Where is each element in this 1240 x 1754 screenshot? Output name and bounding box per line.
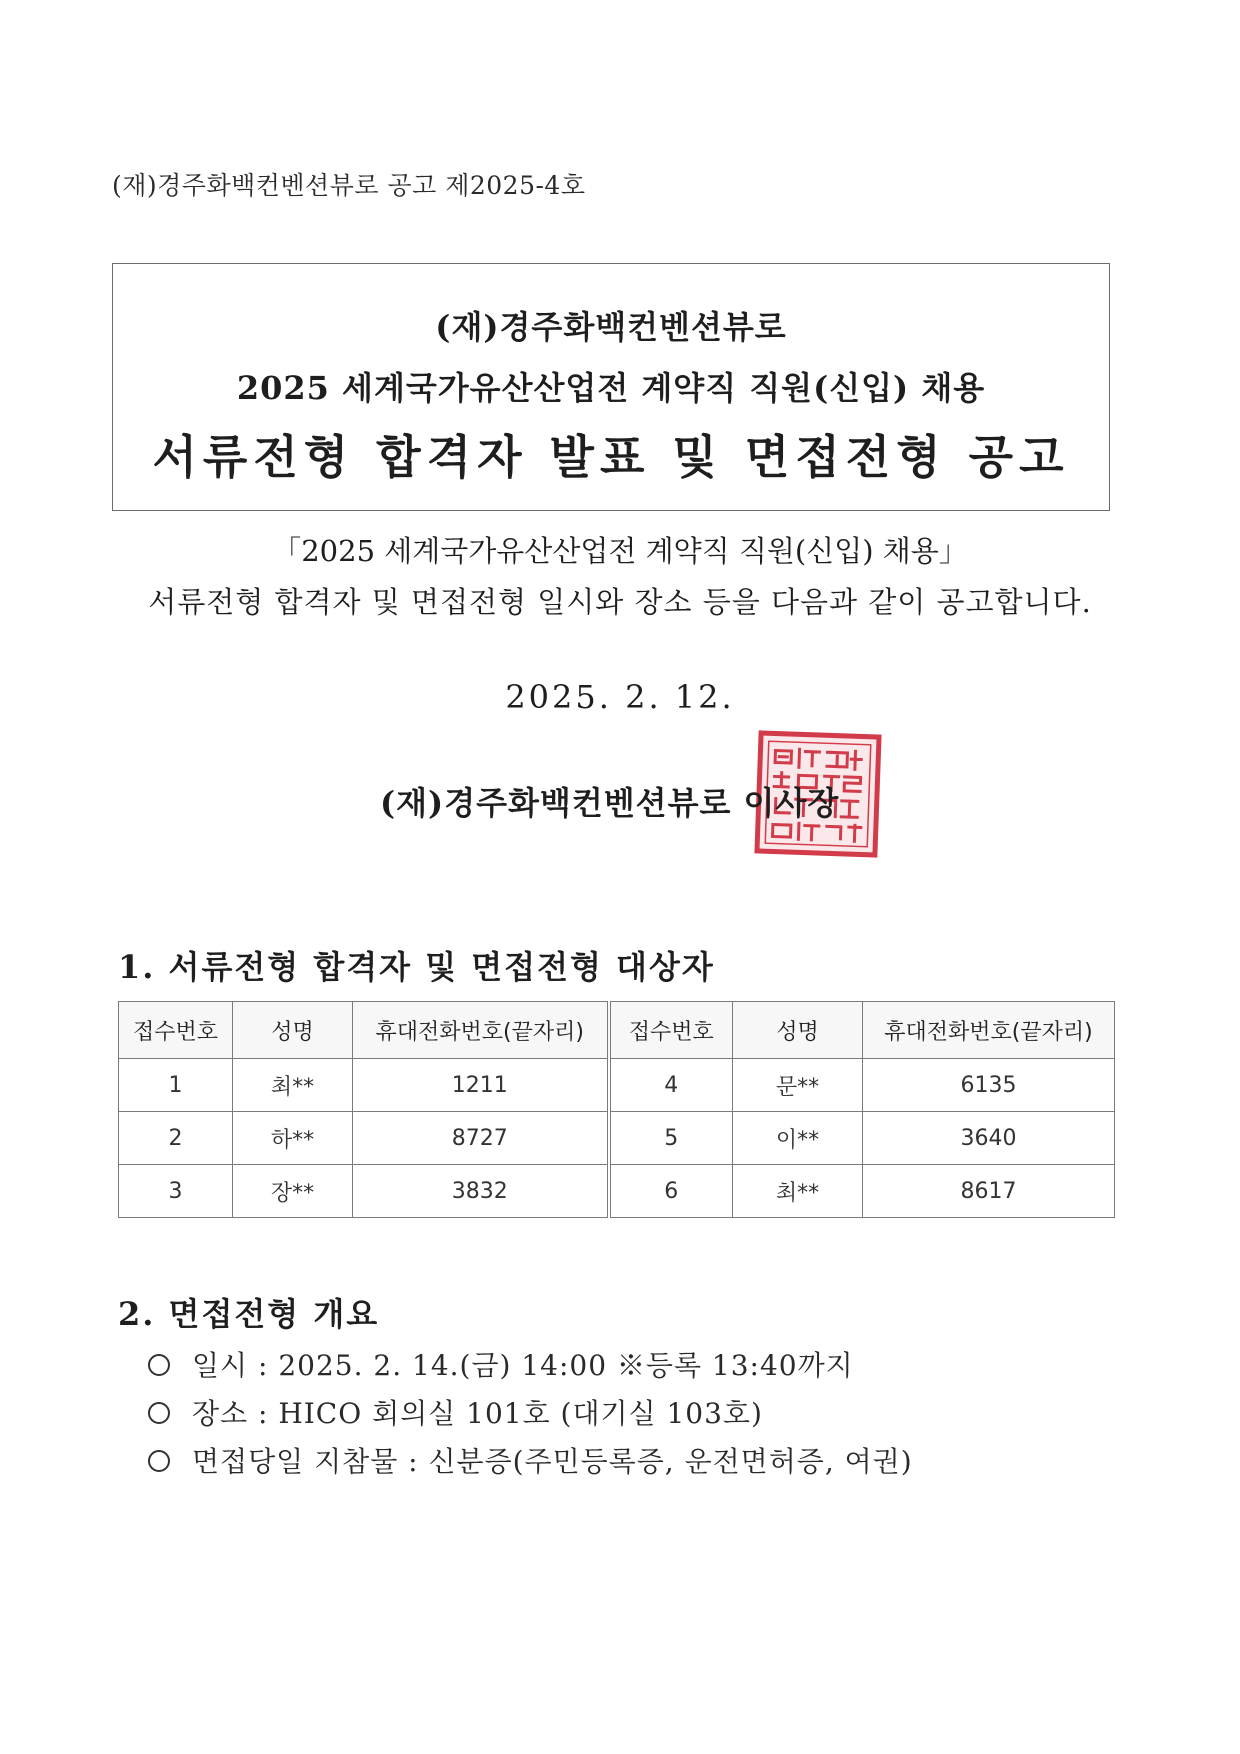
intro-line-1: 「2025 세계국가유산산업전 계약직 직원(신입) 채용」 (272, 534, 968, 568)
table-row (119, 1112, 1115, 1165)
announcement-date: 2025. 2. 12. (505, 678, 735, 716)
interview-overview-list (148, 1342, 913, 1486)
header-phone: 휴대전화번호(끝자리) (353, 1002, 609, 1059)
title-subtitle: 2025 세계국가유산산업전 계약직 직원(신입) 채용 (236, 369, 986, 407)
signer: (재)경주화백컨벤션뷰로 이사장 (380, 784, 840, 822)
header-receipt-no: 접수번호 (119, 1002, 233, 1059)
cell-receipt-no: 2 (119, 1112, 233, 1165)
cell-receipt-no: 5 (609, 1112, 733, 1165)
passer-table (118, 1001, 1115, 1218)
title-main: 서류전형 합격자 발표 및 면접전형 공고 (152, 430, 1070, 484)
list-item (148, 1390, 913, 1438)
title-box (112, 263, 1110, 511)
table-row (119, 1059, 1115, 1112)
section-1-title: 1. 서류전형 합격자 및 면접전형 대상자 (118, 948, 715, 986)
cell-receipt-no: 1 (119, 1059, 233, 1112)
cell-name: 최** (733, 1165, 863, 1218)
table-row (119, 1165, 1115, 1218)
intro-line-2: 서류전형 합격자 및 면접전형 일시와 장소 등을 다음과 같이 공고합니다. (148, 585, 1092, 619)
cell-phone: 8617 (863, 1165, 1115, 1218)
cell-phone: 6135 (863, 1059, 1115, 1112)
list-item (148, 1342, 913, 1390)
cell-name: 장** (233, 1165, 353, 1218)
interview-location: 장소 : HICO 회의실 101호 (대기실 103호) (192, 1397, 763, 1430)
cell-phone: 8727 (353, 1112, 609, 1165)
circle-bullet-icon (148, 1402, 170, 1424)
header-receipt-no: 접수번호 (609, 1002, 733, 1059)
notice-number: (재)경주화백컨벤션뷰로 공고 제2025-4호 (112, 171, 586, 200)
cell-receipt-no: 6 (609, 1165, 733, 1218)
list-item (148, 1438, 913, 1486)
cell-name: 하** (233, 1112, 353, 1165)
header-name: 성명 (733, 1002, 863, 1059)
cell-phone: 1211 (353, 1059, 609, 1112)
circle-bullet-icon (148, 1354, 170, 1376)
interview-items: 면접당일 지참물 : 신분증(주민등록증, 운전면허증, 여권) (192, 1445, 913, 1478)
header-name: 성명 (233, 1002, 353, 1059)
title-org: (재)경주화백컨벤션뷰로 (435, 308, 787, 346)
cell-receipt-no: 4 (609, 1059, 733, 1112)
cell-name: 문** (733, 1059, 863, 1112)
cell-phone: 3832 (353, 1165, 609, 1218)
circle-bullet-icon (148, 1450, 170, 1472)
header-phone: 휴대전화번호(끝자리) (863, 1002, 1115, 1059)
cell-phone: 3640 (863, 1112, 1115, 1165)
interview-datetime: 일시 : 2025. 2. 14.(금) 14:00 ※등록 13:40까지 (192, 1349, 854, 1382)
cell-name: 이** (733, 1112, 863, 1165)
table-header-row (119, 1002, 1115, 1059)
section-2-title: 2. 면접전형 개요 (118, 1295, 380, 1333)
cell-name: 최** (233, 1059, 353, 1112)
cell-receipt-no: 3 (119, 1165, 233, 1218)
